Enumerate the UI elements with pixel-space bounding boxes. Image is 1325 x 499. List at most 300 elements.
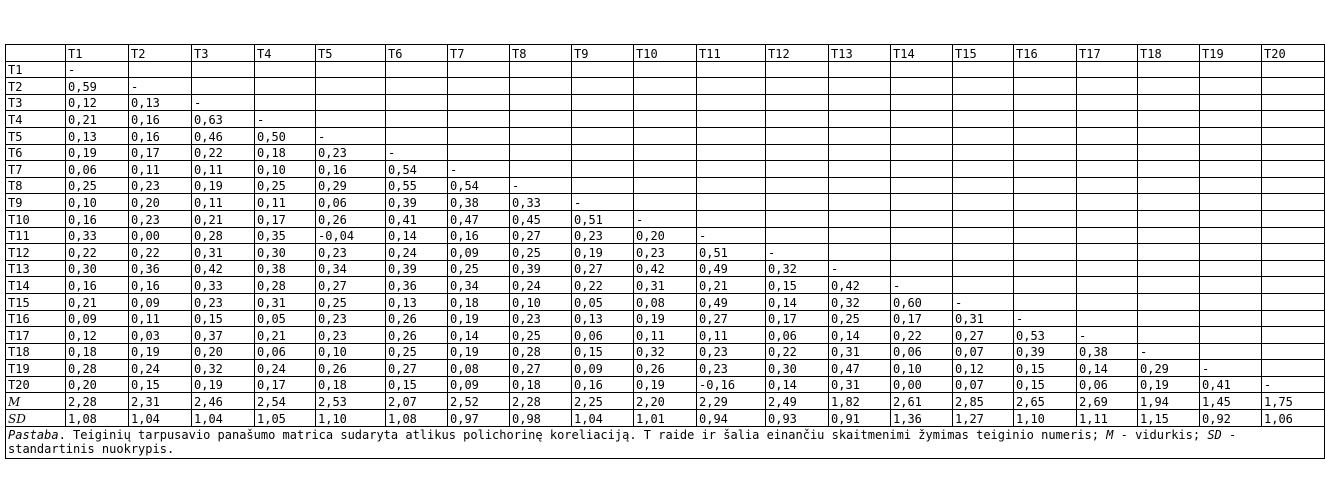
empty-cell	[1014, 277, 1077, 294]
table-cell: 0,18	[316, 376, 386, 393]
empty-cell	[891, 127, 953, 144]
empty-cell	[572, 177, 634, 194]
table-cell: 0,24	[129, 360, 192, 377]
empty-cell	[1014, 127, 1077, 144]
table-cell: 0,23	[316, 327, 386, 344]
table-cell: 0,06	[891, 343, 953, 360]
empty-cell	[1262, 127, 1325, 144]
column-header: T1	[66, 45, 129, 62]
table-cell: 0,00	[891, 376, 953, 393]
table-cell: 1,04	[129, 410, 192, 427]
empty-cell	[829, 210, 891, 227]
row-label: SD	[6, 410, 66, 427]
empty-cell	[953, 277, 1014, 294]
table-cell: 0,32	[766, 260, 829, 277]
table-cell: 0,38	[255, 260, 316, 277]
table-cell: 0,12	[953, 360, 1014, 377]
table-cell: -	[572, 194, 634, 211]
table-cell: 0,51	[697, 244, 766, 261]
table-cell: 0,30	[255, 244, 316, 261]
table-row	[6, 144, 1325, 161]
table-cell: 0,49	[697, 293, 766, 310]
table-cell: 0,16	[129, 111, 192, 128]
empty-cell	[953, 177, 1014, 194]
table-cell: 0,26	[386, 327, 448, 344]
table-cell: 0,15	[1014, 360, 1077, 377]
table-cell: 1,10	[316, 410, 386, 427]
empty-cell	[829, 161, 891, 178]
table-cell: 0,23	[697, 343, 766, 360]
table-cell: 0,17	[129, 144, 192, 161]
empty-cell	[634, 78, 697, 95]
empty-cell	[1200, 210, 1262, 227]
empty-cell	[766, 61, 829, 78]
empty-cell	[634, 94, 697, 111]
row-label: T7	[6, 161, 66, 178]
column-header: T2	[129, 45, 192, 62]
table-cell: 2,52	[448, 393, 510, 410]
empty-cell	[510, 61, 572, 78]
table-cell: 0,23	[316, 144, 386, 161]
table-cell: 0,23	[510, 310, 572, 327]
empty-cell	[891, 161, 953, 178]
table-cell: -	[1077, 327, 1138, 344]
table-cell: 0,25	[829, 310, 891, 327]
table-cell: 0,24	[255, 360, 316, 377]
empty-cell	[1200, 194, 1262, 211]
table-cell: 0,33	[510, 194, 572, 211]
table-cell: 0,34	[316, 260, 386, 277]
table-cell: 0,30	[66, 260, 129, 277]
table-cell: -	[829, 260, 891, 277]
table-cell: -	[1200, 360, 1262, 377]
empty-cell	[1014, 161, 1077, 178]
row-label: T15	[6, 293, 66, 310]
table-cell: 0,09	[448, 376, 510, 393]
table-cell: 0,31	[255, 293, 316, 310]
table-cell: 0,33	[66, 227, 129, 244]
table-cell: 2,20	[634, 393, 697, 410]
empty-cell	[697, 111, 766, 128]
empty-cell	[386, 127, 448, 144]
empty-cell	[386, 78, 448, 95]
table-cell: 0,24	[510, 277, 572, 294]
empty-cell	[1014, 244, 1077, 261]
empty-cell	[1262, 144, 1325, 161]
table-cell: 0,13	[66, 127, 129, 144]
empty-cell	[1077, 210, 1138, 227]
table-cell: 0,15	[572, 343, 634, 360]
column-header: T9	[572, 45, 634, 62]
table-row	[6, 360, 1325, 377]
table-cell: 0,16	[572, 376, 634, 393]
table-cell: 0,27	[510, 227, 572, 244]
empty-cell	[1200, 277, 1262, 294]
empty-cell	[510, 78, 572, 95]
table-cell: 0,13	[386, 293, 448, 310]
table-cell: 1,94	[1138, 393, 1200, 410]
empty-cell	[697, 144, 766, 161]
table-cell: 0,26	[634, 360, 697, 377]
table-cell: -	[66, 61, 129, 78]
table-cell: 0,10	[891, 360, 953, 377]
table-cell: 0,54	[448, 177, 510, 194]
table-cell: 0,31	[192, 244, 255, 261]
table-cell: 0,21	[66, 111, 129, 128]
table-cell: 0,10	[316, 343, 386, 360]
empty-cell	[1262, 277, 1325, 294]
table-row	[6, 161, 1325, 178]
empty-cell	[572, 161, 634, 178]
table-cell: -	[316, 127, 386, 144]
empty-cell	[1138, 144, 1200, 161]
table-row	[6, 61, 1325, 78]
table-cell: 0,33	[192, 277, 255, 294]
table-cell: 0,22	[766, 343, 829, 360]
table-cell: 1,06	[1262, 410, 1325, 427]
column-header: T4	[255, 45, 316, 62]
column-header: T15	[953, 45, 1014, 62]
table-cell: 0,63	[192, 111, 255, 128]
table-cell: 0,49	[697, 260, 766, 277]
table-row	[6, 94, 1325, 111]
row-label: T18	[6, 343, 66, 360]
table-cell: 0,11	[255, 194, 316, 211]
table-cell: 0,23	[129, 177, 192, 194]
empty-cell	[829, 127, 891, 144]
table-cell: 0,29	[316, 177, 386, 194]
table-cell: 0,26	[386, 310, 448, 327]
table-cell: 1,27	[953, 410, 1014, 427]
empty-cell	[1200, 293, 1262, 310]
empty-cell	[1014, 94, 1077, 111]
table-cell: 0,47	[829, 360, 891, 377]
empty-cell	[1262, 111, 1325, 128]
row-label: M	[6, 393, 66, 410]
empty-cell	[572, 94, 634, 111]
empty-cell	[1077, 144, 1138, 161]
table-cell: 0,16	[66, 210, 129, 227]
table-cell: 0,22	[129, 244, 192, 261]
empty-cell	[1138, 260, 1200, 277]
table-cell: 0,07	[953, 376, 1014, 393]
empty-cell	[634, 161, 697, 178]
table-cell: 0,15	[129, 376, 192, 393]
table-cell: 1,04	[192, 410, 255, 427]
table-row	[6, 260, 1325, 277]
table-cell: 0,27	[510, 360, 572, 377]
table-cell: 2,65	[1014, 393, 1077, 410]
empty-cell	[766, 227, 829, 244]
empty-cell	[510, 94, 572, 111]
row-label: T14	[6, 277, 66, 294]
empty-cell	[829, 244, 891, 261]
table-cell: 2,31	[129, 393, 192, 410]
empty-cell	[697, 161, 766, 178]
table-cell: 1,05	[255, 410, 316, 427]
row-label: T5	[6, 127, 66, 144]
empty-cell	[1138, 210, 1200, 227]
table-cell: 1,75	[1262, 393, 1325, 410]
empty-cell	[1014, 61, 1077, 78]
table-cell: -	[192, 94, 255, 111]
empty-cell	[829, 111, 891, 128]
empty-cell	[1200, 227, 1262, 244]
table-cell: 0,20	[129, 194, 192, 211]
empty-cell	[1200, 343, 1262, 360]
table-cell: 0,03	[129, 327, 192, 344]
table-cell: 2,46	[192, 393, 255, 410]
table-cell: 0,25	[316, 293, 386, 310]
table-cell: 0,19	[572, 244, 634, 261]
row-label: T2	[6, 78, 66, 95]
empty-cell	[1014, 227, 1077, 244]
empty-cell	[829, 194, 891, 211]
table-cell: 0,12	[66, 327, 129, 344]
table-row	[6, 177, 1325, 194]
table-cell: 0,11	[192, 161, 255, 178]
empty-cell	[697, 78, 766, 95]
table-cell: 0,60	[891, 293, 953, 310]
empty-cell	[1138, 310, 1200, 327]
empty-cell	[953, 61, 1014, 78]
row-label: T9	[6, 194, 66, 211]
empty-cell	[1077, 127, 1138, 144]
empty-cell	[386, 111, 448, 128]
empty-cell	[891, 144, 953, 161]
empty-cell	[953, 244, 1014, 261]
empty-cell	[766, 194, 829, 211]
empty-cell	[448, 78, 510, 95]
empty-cell	[510, 111, 572, 128]
table-cell: 2,25	[572, 393, 634, 410]
table-row	[6, 293, 1325, 310]
empty-cell	[766, 177, 829, 194]
empty-cell	[953, 210, 1014, 227]
table-row	[6, 244, 1325, 261]
empty-cell	[766, 127, 829, 144]
table-cell: 0,20	[634, 227, 697, 244]
empty-cell	[1014, 111, 1077, 128]
empty-cell	[953, 260, 1014, 277]
empty-cell	[953, 127, 1014, 144]
empty-cell	[953, 227, 1014, 244]
table-cell: 0,38	[1077, 343, 1138, 360]
note-text-2: - vidurkis;	[1113, 427, 1208, 442]
empty-cell	[1262, 327, 1325, 344]
table-cell: -	[448, 161, 510, 178]
table-cell: 0,31	[829, 343, 891, 360]
table-row	[6, 393, 1325, 410]
table-cell: 0,55	[386, 177, 448, 194]
table-cell: 0,23	[572, 227, 634, 244]
table-row	[6, 376, 1325, 393]
table-cell: 0,10	[66, 194, 129, 211]
table-cell: 1,15	[1138, 410, 1200, 427]
table-cell: 0,13	[129, 94, 192, 111]
table-row	[6, 277, 1325, 294]
row-label: T20	[6, 376, 66, 393]
empty-cell	[1200, 144, 1262, 161]
table-cell: 2,85	[953, 393, 1014, 410]
table-cell: 2,61	[891, 393, 953, 410]
table-cell: 0,25	[255, 177, 316, 194]
empty-cell	[448, 127, 510, 144]
table-cell: 0,16	[129, 127, 192, 144]
note-m-label: M	[1106, 427, 1114, 442]
empty-cell	[1262, 61, 1325, 78]
table-cell: 0,19	[66, 144, 129, 161]
empty-cell	[697, 210, 766, 227]
empty-cell	[891, 177, 953, 194]
table-cell: 0,27	[697, 310, 766, 327]
table-cell: 0,06	[766, 327, 829, 344]
empty-cell	[953, 78, 1014, 95]
table-cell: 0,30	[766, 360, 829, 377]
empty-cell	[1138, 94, 1200, 111]
table-cell: -	[766, 244, 829, 261]
table-cell: 0,27	[386, 360, 448, 377]
table-cell: 0,06	[572, 327, 634, 344]
empty-cell	[1200, 94, 1262, 111]
empty-cell	[829, 61, 891, 78]
table-cell: -	[953, 293, 1014, 310]
empty-cell	[1014, 78, 1077, 95]
empty-cell	[1262, 310, 1325, 327]
table-cell: 0,08	[448, 360, 510, 377]
table-cell: 0,06	[1077, 376, 1138, 393]
table-cell: 0,14	[386, 227, 448, 244]
table-cell: 0,22	[891, 327, 953, 344]
table-cell: -	[1014, 310, 1077, 327]
empty-cell	[448, 111, 510, 128]
table-cell: 0,06	[66, 161, 129, 178]
empty-cell	[1262, 94, 1325, 111]
empty-cell	[572, 78, 634, 95]
table-cell: 0,26	[316, 210, 386, 227]
empty-cell	[697, 194, 766, 211]
table-cell: 0,98	[510, 410, 572, 427]
empty-cell	[891, 210, 953, 227]
table-cell: 0,11	[634, 327, 697, 344]
table-row	[6, 327, 1325, 344]
table-cell: 0,36	[386, 277, 448, 294]
empty-cell	[1138, 244, 1200, 261]
column-header: T11	[697, 45, 766, 62]
table-cell: 1,10	[1014, 410, 1077, 427]
table-cell: 1,11	[1077, 410, 1138, 427]
table-cell: 0,09	[572, 360, 634, 377]
table-cell: 0,12	[66, 94, 129, 111]
empty-cell	[766, 94, 829, 111]
table-cell: 0,22	[572, 277, 634, 294]
table-cell: 0,36	[129, 260, 192, 277]
correlation-matrix-table	[5, 44, 1325, 459]
column-header: T7	[448, 45, 510, 62]
empty-cell	[1200, 61, 1262, 78]
table-cell: 0,16	[66, 277, 129, 294]
empty-cell	[1138, 61, 1200, 78]
empty-cell	[1077, 177, 1138, 194]
empty-cell	[1200, 78, 1262, 95]
empty-cell	[1077, 61, 1138, 78]
table-cell: 0,21	[697, 277, 766, 294]
table-cell: 0,29	[1138, 360, 1200, 377]
empty-cell	[448, 144, 510, 161]
table-note	[6, 426, 1325, 458]
empty-cell	[766, 210, 829, 227]
column-header: T14	[891, 45, 953, 62]
empty-cell	[1014, 210, 1077, 227]
empty-cell	[1138, 227, 1200, 244]
row-label: T19	[6, 360, 66, 377]
empty-cell	[1138, 177, 1200, 194]
table-cell: 0,32	[829, 293, 891, 310]
table-cell: 0,05	[255, 310, 316, 327]
table-cell: 0,50	[255, 127, 316, 144]
empty-cell	[1138, 78, 1200, 95]
table-cell: 0,19	[192, 177, 255, 194]
table-cell: 0,94	[697, 410, 766, 427]
empty-cell	[953, 194, 1014, 211]
corner-cell	[6, 45, 66, 62]
table-cell: 0,92	[1200, 410, 1262, 427]
table-cell: 0,27	[572, 260, 634, 277]
table-cell: 0,16	[316, 161, 386, 178]
table-cell: 0,08	[634, 293, 697, 310]
table-cell: 0,37	[192, 327, 255, 344]
table-cell: 0,21	[192, 210, 255, 227]
empty-cell	[192, 61, 255, 78]
empty-cell	[572, 111, 634, 128]
table-cell: 0,39	[510, 260, 572, 277]
table-cell: 0,14	[1077, 360, 1138, 377]
empty-cell	[634, 194, 697, 211]
table-cell: 0,09	[448, 244, 510, 261]
empty-cell	[766, 111, 829, 128]
empty-cell	[1014, 177, 1077, 194]
empty-cell	[1262, 177, 1325, 194]
note-sd-label: SD	[1207, 427, 1222, 442]
column-header: T13	[829, 45, 891, 62]
empty-cell	[634, 61, 697, 78]
table-cell: 0,39	[386, 194, 448, 211]
table-cell: 0,27	[953, 327, 1014, 344]
empty-cell	[1077, 161, 1138, 178]
table-cell: -	[386, 144, 448, 161]
empty-cell	[1200, 111, 1262, 128]
empty-cell	[255, 61, 316, 78]
table-cell: 0,18	[448, 293, 510, 310]
table-cell: -	[1262, 376, 1325, 393]
table-cell: 0,27	[316, 277, 386, 294]
table-cell: -	[891, 277, 953, 294]
table-cell: 0,35	[255, 227, 316, 244]
table-cell: -0,16	[697, 376, 766, 393]
column-header: T18	[1138, 45, 1200, 62]
table-cell: 0,11	[192, 194, 255, 211]
table-body	[6, 45, 1325, 427]
column-header: T5	[316, 45, 386, 62]
empty-cell	[1262, 360, 1325, 377]
table-cell: 0,28	[510, 343, 572, 360]
empty-cell	[1077, 227, 1138, 244]
table-cell: 0,93	[766, 410, 829, 427]
table-cell: 0,16	[129, 277, 192, 294]
table-row	[6, 194, 1325, 211]
table-cell: 0,19	[634, 310, 697, 327]
table-cell: 0,46	[192, 127, 255, 144]
